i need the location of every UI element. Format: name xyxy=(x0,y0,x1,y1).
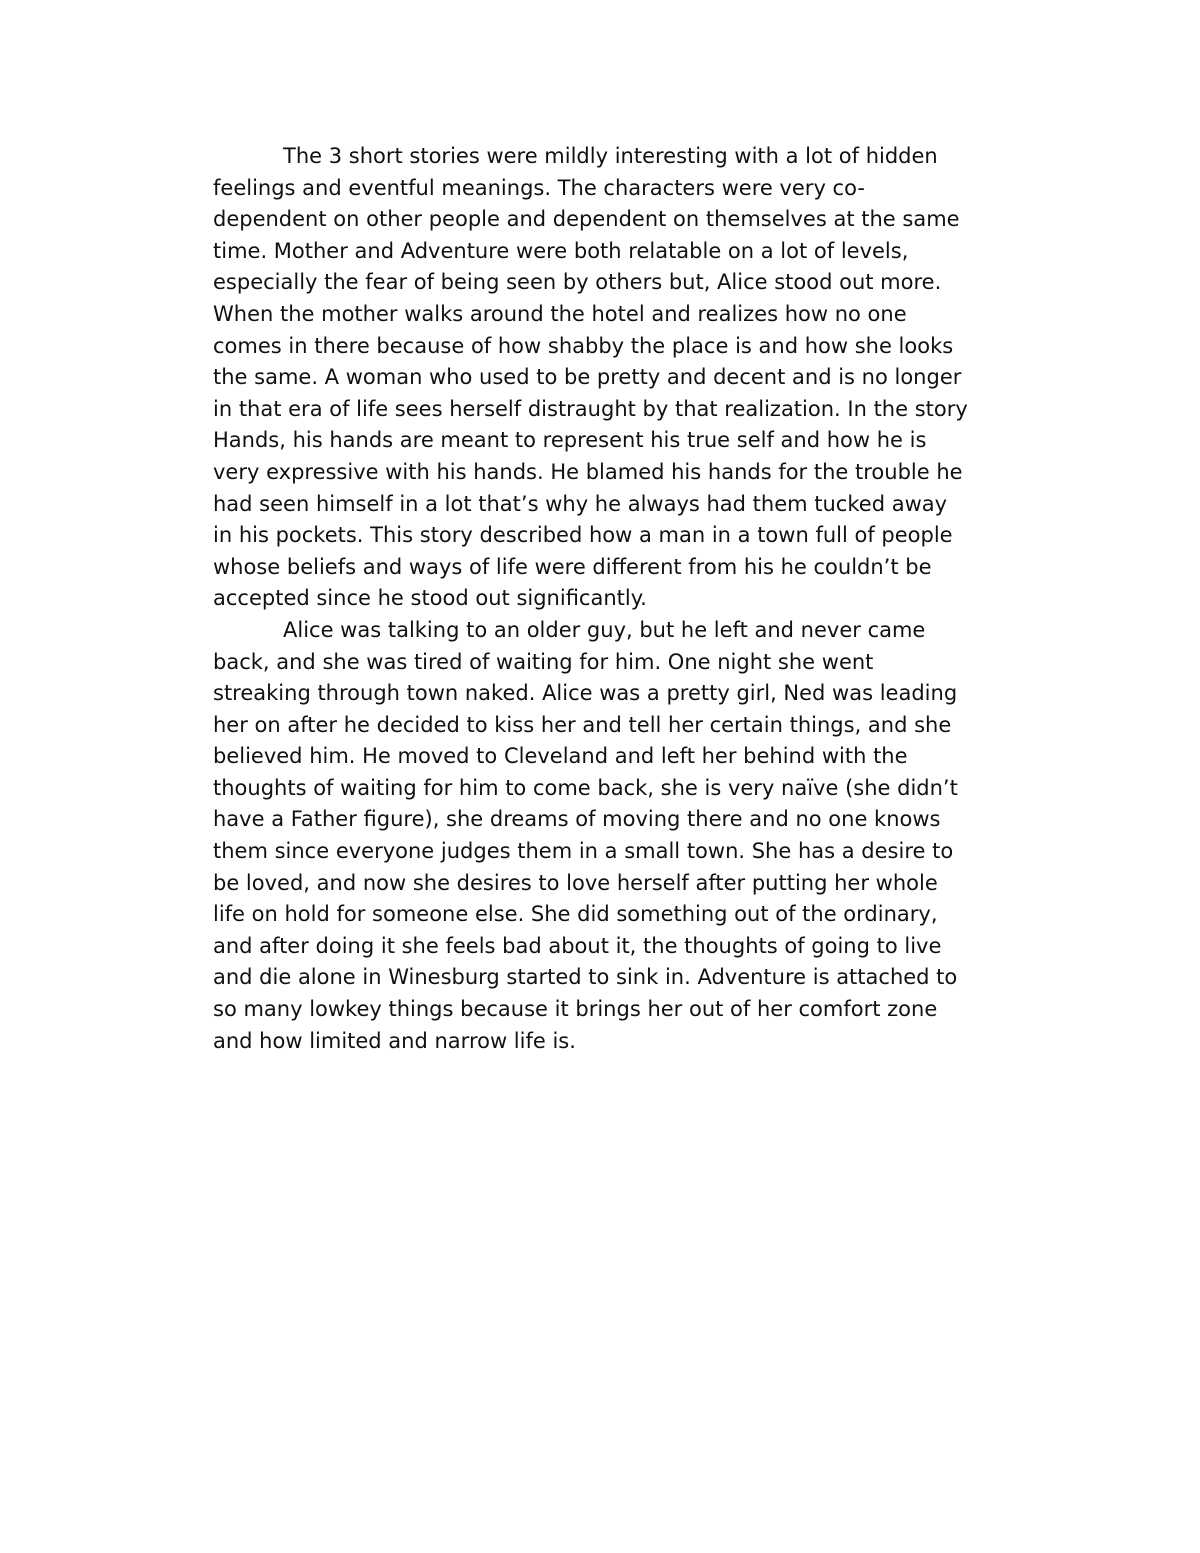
document-body xyxy=(213,141,1073,1057)
text-line: time. Mother and Adventure were both relatable on a lot of levels, xyxy=(213,238,909,263)
text-line: her on after he decided to kiss her and tell her certain things, and she xyxy=(213,712,952,737)
text-line: streaking through town naked. Alice was a pretty girl, Ned was leading xyxy=(213,681,958,706)
text-line: very expressive with his hands. He blamed his hands for the trouble he xyxy=(213,459,963,484)
text-line: Alice was talking to an older guy, but he left and never came xyxy=(283,617,926,642)
text-line: Hands, his hands are meant to represent his true self and how he is xyxy=(213,428,927,453)
text-line: so many lowkey things because it brings her out of her comfort zone xyxy=(213,997,938,1022)
text-line: When the mother walks around the hotel and realizes how no one xyxy=(213,301,907,326)
text-line: dependent on other people and dependent on themselves at the same xyxy=(213,207,960,232)
text-line: accepted since he stood out significantly. xyxy=(213,586,647,611)
text-line: whose beliefs and ways of life were different from his he couldn’t be xyxy=(213,554,932,579)
text-line: comes in there because of how shabby the place is and how she looks xyxy=(213,333,954,358)
text-line: back, and she was tired of waiting for him. One night she went xyxy=(213,649,874,674)
text-line: had seen himself in a lot that’s why he always had them tucked away xyxy=(213,491,948,516)
paragraph-2 xyxy=(213,615,1073,1057)
text-line: life on hold for someone else. She did something out of the ordinary, xyxy=(213,902,938,927)
text-line: the same. A woman who used to be pretty and decent and is no longer xyxy=(213,365,962,390)
text-line: especially the fear of being seen by others but, Alice stood out more. xyxy=(213,270,942,295)
text-line: feelings and eventful meanings. The characters were very co- xyxy=(213,175,865,200)
text-line: in that era of life sees herself distraught by that realization. In the story xyxy=(213,396,968,421)
paragraph-1 xyxy=(213,141,1073,615)
text-line: them since everyone judges them in a small town. She has a desire to xyxy=(213,839,954,864)
text-line: believed him. He moved to Cleveland and left her behind with the xyxy=(213,744,908,769)
text-line: be loved, and now she desires to love herself after putting her whole xyxy=(213,870,938,895)
text-line: and die alone in Winesburg started to sink in. Adventure is attached to xyxy=(213,965,958,990)
text-line: in his pockets. This story described how a man in a town full of people xyxy=(213,523,953,548)
text-line: and how limited and narrow life is. xyxy=(213,1028,576,1053)
text-line: thoughts of waiting for him to come back, she is very naïve (she didn’t xyxy=(213,775,958,800)
text-line: The 3 short stories were mildly interesting with a lot of hidden xyxy=(283,144,938,168)
text-line: and after doing it she feels bad about it, the thoughts of going to live xyxy=(213,933,942,958)
text-line: have a Father figure), she dreams of moving there and no one knows xyxy=(213,807,941,832)
